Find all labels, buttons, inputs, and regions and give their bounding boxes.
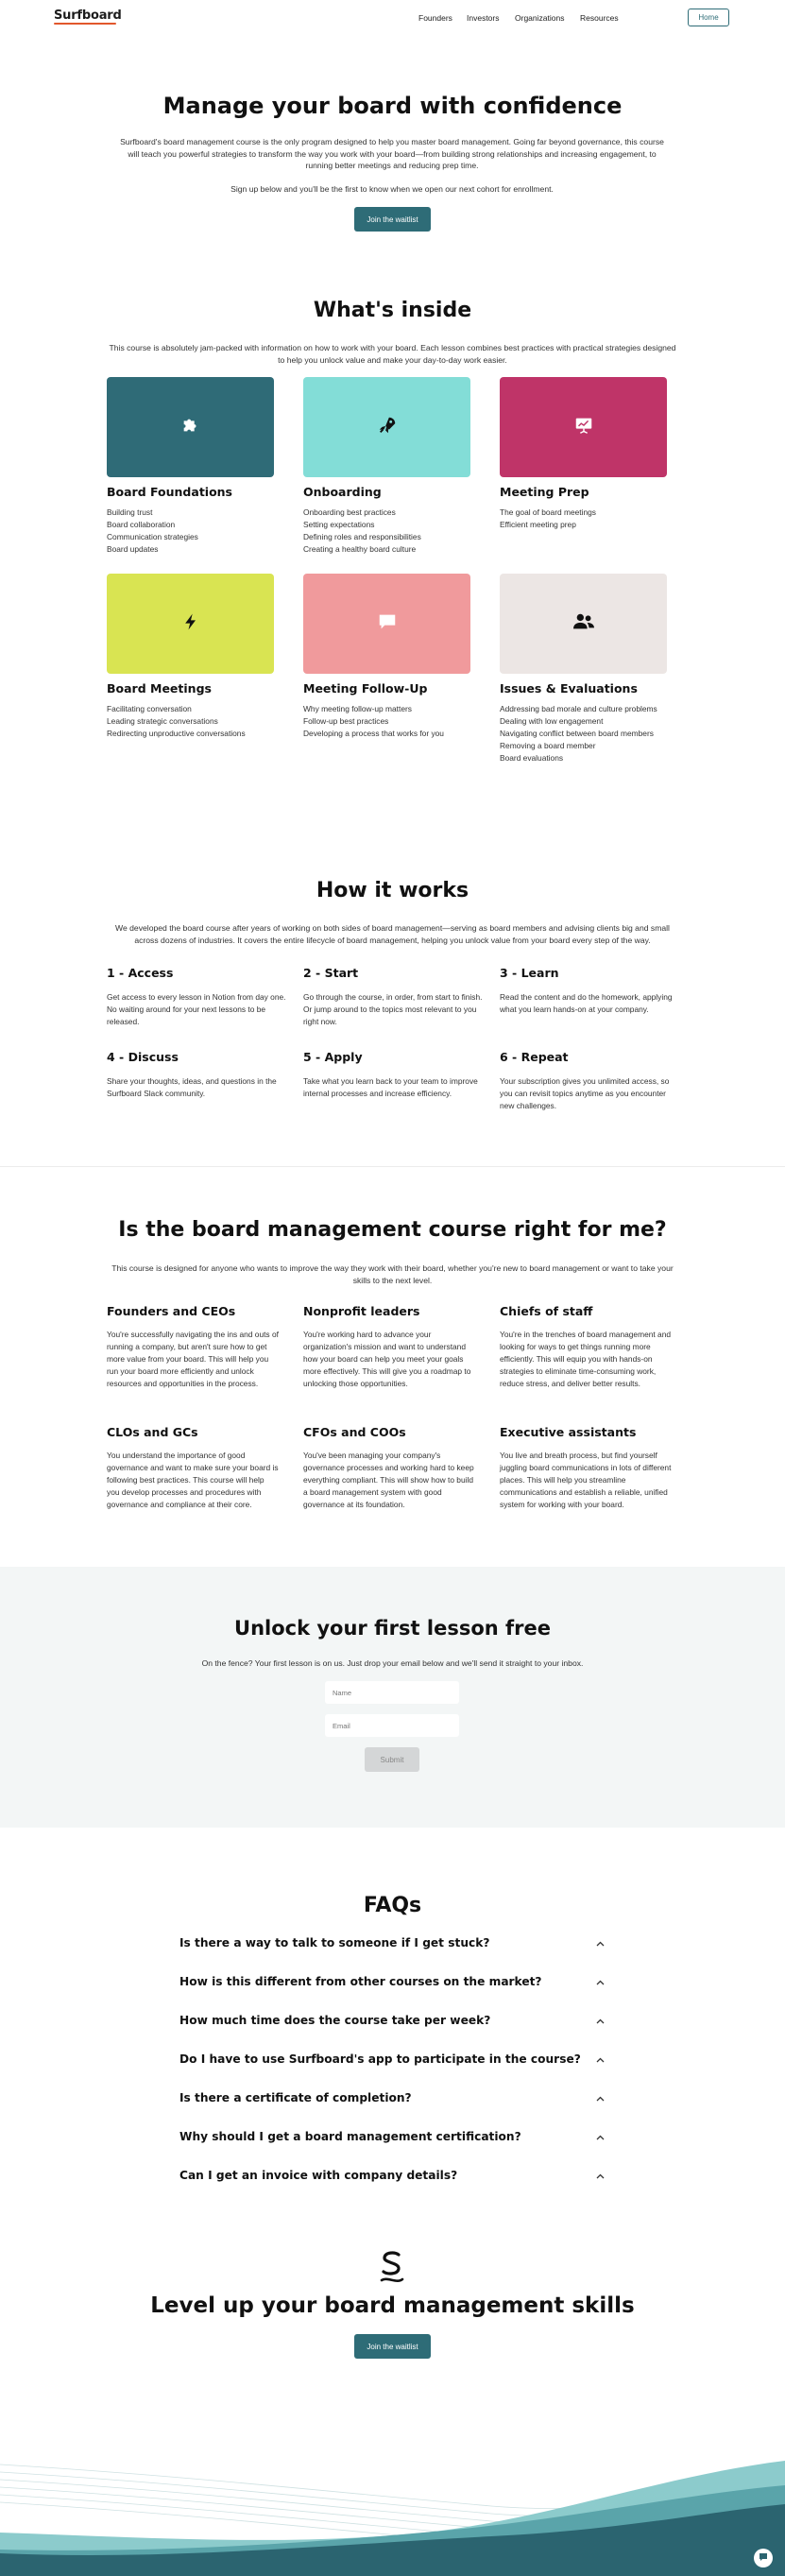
faq-item[interactable] [179, 1975, 605, 1994]
right-title: Is the board management course right for me? [118, 1218, 667, 1242]
step-text: Go through the course, in order, from start to finish. Or jump around to the topics most relevant to you right now. [303, 992, 483, 1026]
audience-text: You're successfully navigating the ins and outs of running a company, but aren't sure how to get more value from your board. This will help you run your board more efficiently and unlock resources and opportunities in the process. [107, 1330, 279, 1388]
step-title: 2 - Start [303, 966, 359, 980]
chevron-up-icon[interactable] [596, 2094, 605, 2104]
faq-item[interactable] [179, 2091, 605, 2110]
chevron-up-icon[interactable] [596, 2172, 605, 2181]
people-icon [572, 611, 596, 637]
step-title: 5 - Apply [303, 1050, 363, 1064]
faq-question[interactable]: Do I have to use Surfboard's app to participate in the course? [179, 2052, 581, 2066]
chat-widget-button[interactable] [754, 2549, 773, 2567]
lightning-icon [181, 611, 200, 637]
logo-wave-underline [54, 23, 116, 25]
step-title: 1 - Access [107, 966, 174, 980]
chevron-up-icon[interactable] [596, 1939, 605, 1949]
card-onboarding [303, 377, 470, 477]
card-meeting-prep [500, 377, 667, 477]
card-title: Meeting Follow-Up [303, 681, 428, 696]
card-topic: Efficient meeting prep [500, 520, 576, 529]
step-text: Take what you learn back to your team to improve internal processes and increase efficiency. [303, 1076, 478, 1098]
card-topic: Developing a process that works for you [303, 729, 444, 738]
audience-text: You live and breath process, but find yourself juggling board communications in lots of different places. This will help you streamline communications and establish a reliable, unified system for working with your board. [500, 1451, 672, 1509]
unlock-description: On the fence? Your first lesson is on us. Just drop your email below and we'll send it straight to your inbox. [201, 1658, 584, 1668]
faq-question[interactable]: How much time does the course take per week? [179, 2014, 491, 2027]
card-meeting-follow-up [303, 574, 470, 674]
chevron-up-icon[interactable] [596, 2017, 605, 2026]
how-title: How it works [316, 879, 469, 902]
card-topic-list [107, 703, 277, 740]
card-issues-evaluations [500, 574, 667, 674]
audience-title: CLOs and GCs [107, 1425, 198, 1439]
right-description: This course is designed for anyone who wants to improve the way they work with their board, whether you're new to board management or want to take your skills to the next level. [111, 1263, 674, 1285]
faq-question[interactable]: Is there a certificate of completion? [179, 2091, 412, 2104]
audience-title: CFOs and COOs [303, 1425, 406, 1439]
hero-join-waitlist-button[interactable]: Join the waitlist [354, 207, 431, 232]
nav-investors[interactable]: Investors [467, 13, 500, 23]
card-title: Meeting Prep [500, 485, 589, 499]
card-topic: Creating a healthy board culture [303, 544, 417, 554]
card-topic: Defining roles and responsibilities [303, 532, 421, 541]
levelup-join-waitlist-button[interactable]: Join the waitlist [354, 2334, 431, 2359]
card-topic: Facilitating conversation [107, 704, 192, 713]
chevron-up-icon[interactable] [596, 2055, 605, 2065]
inside-description: This course is absolutely jam-packed with information on how to work with your board. Each lesson combines best practices with practical strategies designed to help you unlock value and make your day-to-day work easier. [109, 343, 676, 365]
step-title: 4 - Discuss [107, 1050, 179, 1064]
faq-item[interactable] [179, 2130, 605, 2149]
home-button[interactable]: Home [688, 9, 729, 26]
step-text: Share your thoughts, ideas, and questions in the Surfboard Slack community. [107, 1076, 277, 1098]
unlock-title: Unlock your first lesson free [234, 1617, 551, 1640]
card-topic-list [303, 507, 473, 556]
rocket-icon [377, 415, 398, 440]
step-text: Your subscription gives you unlimited access, so you can revisit topics anytime as you encounter new challenges. [500, 1076, 670, 1110]
chat-icon [759, 2550, 768, 2567]
card-topic: Board updates [107, 544, 159, 554]
step-text: Read the content and do the homework, applying what you learn hands-on at your company. [500, 992, 673, 1014]
audience-text: You've been managing your company's governance processes and working hard to keep everything compliant. This will show how to build a board management system with good governance at its foundation. [303, 1451, 474, 1509]
section-divider [0, 1166, 785, 1167]
card-topic: Leading strategic conversations [107, 716, 218, 726]
card-title: Issues & Evaluations [500, 681, 638, 696]
presentation-icon [573, 415, 594, 440]
card-title: Onboarding [303, 485, 382, 499]
inside-title: What's inside [313, 299, 472, 322]
card-title: Board Meetings [107, 681, 212, 696]
card-topic: Communication strategies [107, 532, 198, 541]
faq-title: FAQs [363, 1894, 422, 1917]
card-topic: Redirecting unproductive conversations [107, 729, 246, 738]
chevron-up-icon[interactable] [596, 2133, 605, 2142]
step-title: 3 - Learn [500, 966, 559, 980]
audience-title: Chiefs of staff [500, 1304, 593, 1318]
chevron-up-icon[interactable] [596, 1978, 605, 1987]
card-topic: Why meeting follow-up matters [303, 704, 412, 713]
card-topic-list [500, 703, 665, 764]
faq-item[interactable] [179, 2014, 605, 2033]
card-topic: Building trust [107, 507, 153, 517]
faq-item[interactable] [179, 2052, 605, 2071]
puzzle-icon [180, 415, 201, 440]
nav-organizations[interactable]: Organizations [515, 13, 565, 23]
faq-item[interactable] [179, 2169, 605, 2188]
nav-founders[interactable]: Founders [418, 13, 452, 23]
card-topic: Navigating conflict between board members [500, 729, 654, 738]
card-board-meetings [107, 574, 274, 674]
audience-text: You're working hard to advance your organization's mission and want to understand how your board can help you meet your goals more effectively. This will give you a roadmap to unlocking those opportunities. [303, 1330, 471, 1388]
card-topic: Dealing with low engagement [500, 716, 604, 726]
card-topic: Board collaboration [107, 520, 176, 529]
faq-question[interactable]: How is this different from other courses on the market? [179, 1975, 542, 1988]
logo[interactable]: Surfboard [54, 9, 122, 23]
card-topic: Board evaluations [500, 753, 564, 763]
site-header [0, 0, 785, 36]
card-topic: The goal of board meetings [500, 507, 596, 517]
faq-question[interactable]: Why should I get a board management certification? [179, 2130, 521, 2143]
footer-wave-graphic [0, 2438, 785, 2576]
submit-button[interactable]: Submit [365, 1747, 419, 1772]
audience-text: You understand the importance of good governance and want to make sure your board is following best practices. This course will help you develop processes and procedures with governance and compliance at their core. [107, 1451, 279, 1509]
name-input[interactable] [325, 1681, 459, 1704]
card-title: Board Foundations [107, 485, 233, 499]
card-topic: Onboarding best practices [303, 507, 396, 517]
card-topic-list [107, 507, 277, 556]
nav-resources[interactable]: Resources [580, 13, 619, 23]
card-topic: Follow-up best practices [303, 716, 389, 726]
card-topic-list [500, 507, 670, 531]
email-input[interactable] [325, 1714, 459, 1737]
hero-signup-text: Sign up below and you'll be the first to know when we open our next cohort for enrollment. [230, 184, 554, 194]
audience-title: Nonprofit leaders [303, 1304, 420, 1318]
card-topic: Addressing bad morale and culture problems [500, 704, 657, 713]
faq-question[interactable]: Can I get an invoice with company details? [179, 2169, 458, 2182]
card-topic-list [303, 703, 473, 740]
faq-question[interactable]: Is there a way to talk to someone if I get stuck? [179, 1936, 490, 1949]
audience-title: Founders and CEOs [107, 1304, 236, 1318]
faq-item[interactable] [179, 1936, 605, 1955]
how-description: We developed the board course after years of working on both sides of board management—serving as board members and advising clients big and small across dozens of industries. It covers the entire lifecycle of board management, helping you unlock value from your board every step of the way. [115, 923, 670, 945]
surfboard-s-logo-icon [378, 2250, 406, 2284]
card-topic: Removing a board member [500, 741, 596, 750]
card-board-foundations [107, 377, 274, 477]
step-text: Get access to every lesson in Notion from day one. No waiting around for your next lessons to be released. [107, 992, 286, 1026]
hero-description: Surfboard's board management course is the only program designed to help you master board management. Going far beyond governance, this course will teach you powerful strategies to transform the way you work with your board—from building strong relationships and increasing engagement, to running better meetings and reducing prep time. [120, 137, 664, 170]
step-title: 6 - Repeat [500, 1050, 569, 1064]
hero-title: Manage your board with confidence [162, 93, 623, 119]
card-topic: Setting expectations [303, 520, 375, 529]
levelup-title: Level up your board management skills [150, 2293, 635, 2318]
chat-bubble-icon [376, 611, 399, 637]
audience-text: You're in the trenches of board management and looking for ways to get things running more efficiently. This will equip you with hands-on strategies to eliminate time-consuming work, reduce stress, and deliver better results. [500, 1330, 672, 1388]
audience-title: Executive assistants [500, 1425, 637, 1439]
